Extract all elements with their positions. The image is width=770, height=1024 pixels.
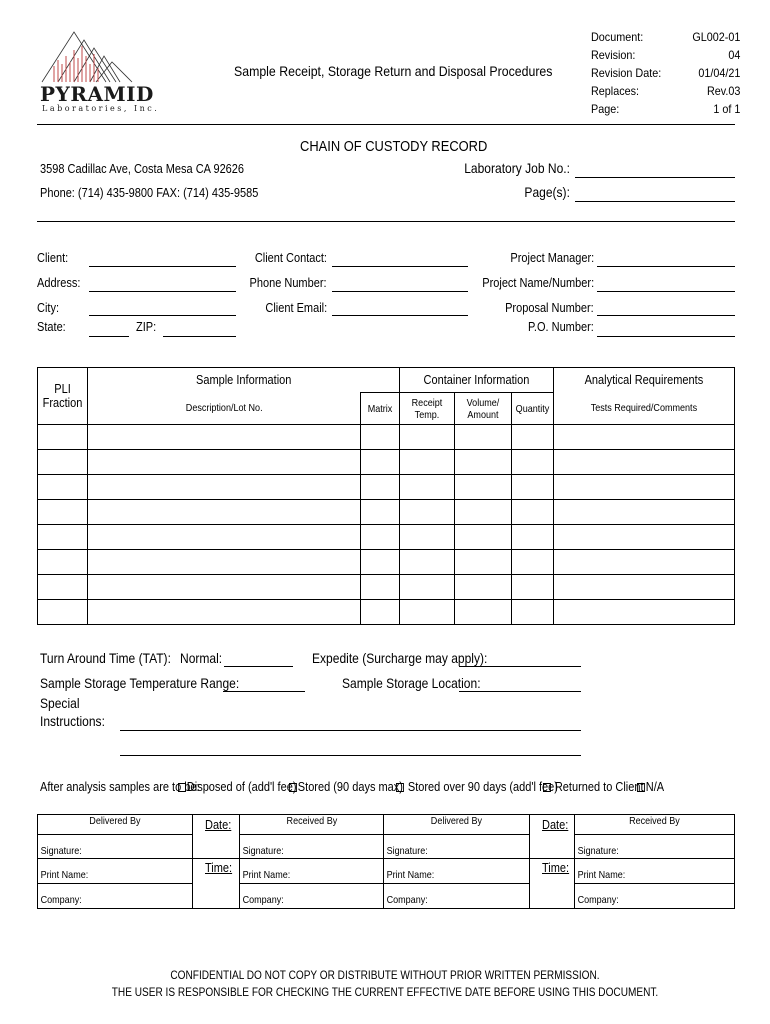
table-header-row xyxy=(38,368,735,393)
disposal-option-stored[interactable] xyxy=(289,780,403,794)
checkbox-returned[interactable] xyxy=(543,783,551,792)
normal-label: Normal: xyxy=(180,650,223,666)
date-label: Date: xyxy=(204,818,232,832)
pli-header-cell xyxy=(38,368,88,425)
table-cell[interactable] xyxy=(87,500,360,525)
table-cell[interactable] xyxy=(87,475,360,500)
company-label: Company: xyxy=(387,894,429,906)
date-time-cell-2[interactable] xyxy=(530,815,575,909)
date-time-divider xyxy=(193,858,239,859)
matrix-label: Matrix xyxy=(368,402,393,415)
received-by-header-2 xyxy=(575,815,735,835)
sample-info-header xyxy=(87,368,399,393)
time-label-2: Time: xyxy=(542,861,570,875)
phone-number-field[interactable] xyxy=(332,291,468,292)
tat-label: Turn Around Time (TAT): xyxy=(40,650,171,666)
signature-label: Signature: xyxy=(387,845,429,857)
table-cell[interactable] xyxy=(87,600,360,625)
storage-location-label: Sample Storage Location: xyxy=(342,675,481,691)
table-cell[interactable] xyxy=(554,500,735,525)
table-cell[interactable] xyxy=(554,525,735,550)
print-name-label: Print Name: xyxy=(577,869,626,881)
checkbox-stored-over[interactable] xyxy=(396,783,404,792)
phone-number-label: Phone Number: xyxy=(249,276,327,290)
table-cell[interactable] xyxy=(554,600,735,625)
table-cell[interactable] xyxy=(400,500,455,525)
doc-value: 1 of 1 xyxy=(712,102,740,116)
doc-value: 04 xyxy=(727,48,740,62)
pages-label: Page(s): xyxy=(524,184,570,200)
table-cell[interactable] xyxy=(554,450,735,475)
received-by-label-2: Received By xyxy=(629,815,680,827)
print-name-label: Print Name: xyxy=(387,869,435,881)
table-cell[interactable] xyxy=(361,425,400,450)
pyramid-logo-icon xyxy=(40,26,140,84)
checkbox-stored[interactable] xyxy=(289,783,297,792)
signature-cell[interactable] xyxy=(575,835,735,859)
table-cell[interactable] xyxy=(87,550,360,575)
doc-label: Replaces: xyxy=(591,84,640,98)
expedite-label: Expedite (Surcharge may apply): xyxy=(312,650,488,666)
state-field[interactable] xyxy=(89,336,129,337)
container-info-label: Container Information xyxy=(423,373,530,387)
table-cell[interactable] xyxy=(87,525,360,550)
sample-rows xyxy=(38,425,735,625)
proposal-number-label: Proposal Number: xyxy=(505,301,594,315)
table-cell[interactable] xyxy=(512,475,554,500)
zip-label: ZIP: xyxy=(136,320,157,334)
receipt-temp-header xyxy=(400,393,455,425)
special-label: Special xyxy=(40,695,80,711)
date-time-divider-2 xyxy=(530,858,574,859)
state-label: State: xyxy=(37,320,66,334)
table-cell[interactable] xyxy=(455,550,512,575)
print-name-cell[interactable] xyxy=(575,859,735,884)
lab-phone: Phone: (714) 435-9800 FAX: (714) 435-9585 xyxy=(40,186,259,200)
delivered-by-header-2 xyxy=(384,815,530,835)
temp-label: Temp. xyxy=(415,408,440,421)
company-label: Company: xyxy=(242,894,284,906)
print-name-label: Print Name: xyxy=(40,869,89,881)
table-cell[interactable] xyxy=(400,550,455,575)
table-cell[interactable] xyxy=(361,500,400,525)
instructions-field-1[interactable] xyxy=(120,730,581,731)
table-cell[interactable] xyxy=(512,450,554,475)
table-cell[interactable] xyxy=(512,575,554,600)
fraction-label: Fraction xyxy=(42,396,83,410)
company-cell[interactable] xyxy=(384,884,530,909)
analytical-label: Analytical Requirements xyxy=(584,373,704,388)
address-field[interactable] xyxy=(89,291,236,292)
lab-job-field[interactable] xyxy=(575,177,735,178)
lab-address: 3598 Cadillac Ave, Costa Mesa CA 92626 xyxy=(40,162,245,176)
returned-label: Returned to Client xyxy=(554,780,644,794)
checkbox-disposed[interactable] xyxy=(178,783,186,792)
table-cell[interactable] xyxy=(400,450,455,475)
table-cell[interactable] xyxy=(455,525,512,550)
table-cell[interactable] xyxy=(512,500,554,525)
doc-value: GL002-01 xyxy=(691,30,740,44)
time-label: Time: xyxy=(204,861,232,875)
table-cell[interactable] xyxy=(455,600,512,625)
print-name-cell[interactable] xyxy=(239,859,384,884)
logo-subtitle: Laboratories, Inc. xyxy=(42,104,160,113)
table-cell[interactable] xyxy=(455,475,512,500)
footer-confidential: CONFIDENTIAL DO NOT COPY OR DISTRIBUTE WITHOUT PRIOR WRITTEN PERMISSION. xyxy=(170,968,600,982)
table-cell[interactable] xyxy=(38,500,88,525)
tests-header xyxy=(554,393,735,425)
client-email-field[interactable] xyxy=(332,315,468,316)
table-cell[interactable] xyxy=(554,575,735,600)
city-label: City: xyxy=(37,301,59,315)
storage-temp-field[interactable] xyxy=(223,691,305,692)
city-field[interactable] xyxy=(89,315,236,316)
print-name-cell[interactable] xyxy=(38,859,193,884)
section-divider xyxy=(37,221,735,222)
signature-cell[interactable] xyxy=(384,835,530,859)
table-row xyxy=(38,525,735,550)
received-by-header xyxy=(239,815,384,835)
desc-header xyxy=(87,393,360,425)
stored-over-label: Stored over 90 days (add'l fee) xyxy=(407,780,558,794)
project-manager-field[interactable] xyxy=(597,266,735,267)
table-cell[interactable] xyxy=(400,475,455,500)
doc-value: Rev.03 xyxy=(706,84,740,98)
table-cell[interactable] xyxy=(455,425,512,450)
table-cell[interactable] xyxy=(361,450,400,475)
received-by-label: Received By xyxy=(286,815,337,827)
table-cell[interactable] xyxy=(512,425,554,450)
client-email-label: Client Email: xyxy=(265,301,327,315)
client-field[interactable] xyxy=(89,266,236,267)
pages-field[interactable] xyxy=(575,201,735,202)
doc-info-values xyxy=(692,28,740,118)
doc-info-labels xyxy=(591,28,661,118)
print-name-cell[interactable] xyxy=(384,859,530,884)
zip-field[interactable] xyxy=(163,336,236,337)
table-cell[interactable] xyxy=(361,475,400,500)
quantity-label: Quantity xyxy=(515,402,550,415)
quantity-header xyxy=(512,393,554,425)
table-subheader-row xyxy=(38,393,735,425)
table-cell[interactable] xyxy=(455,575,512,600)
proposal-number-field[interactable] xyxy=(597,315,735,316)
table-cell[interactable] xyxy=(400,525,455,550)
project-name-field[interactable] xyxy=(597,291,735,292)
table-row xyxy=(38,600,735,625)
table-cell[interactable] xyxy=(38,525,88,550)
doc-label: Document: xyxy=(591,30,644,44)
doc-value: 01/04/21 xyxy=(697,66,740,80)
table-cell[interactable] xyxy=(400,575,455,600)
table-cell[interactable] xyxy=(87,450,360,475)
client-contact-label: Client Contact: xyxy=(254,251,327,265)
signature-header-row xyxy=(38,815,735,835)
company-cell[interactable] xyxy=(575,884,735,909)
table-cell[interactable] xyxy=(38,475,88,500)
stored-label: Stored (90 days max) xyxy=(297,780,403,794)
signature-label: Signature: xyxy=(577,845,619,857)
table-cell[interactable] xyxy=(38,450,88,475)
tests-label: Tests Required/Comments xyxy=(590,402,698,415)
doc-label: Page: xyxy=(591,102,620,116)
delivered-by-label: Delivered By xyxy=(89,815,141,827)
container-info-header xyxy=(400,368,554,393)
analytical-header xyxy=(554,368,735,393)
client-contact-field[interactable] xyxy=(332,266,468,267)
disposal-prompt: After analysis samples are to be: xyxy=(40,780,200,794)
table-row xyxy=(38,550,735,575)
table-cell[interactable] xyxy=(361,550,400,575)
client-label: Client: xyxy=(37,251,69,265)
checkbox-na[interactable] xyxy=(637,783,645,792)
volume-header xyxy=(455,393,512,425)
table-cell[interactable] xyxy=(361,575,400,600)
disposal-option-disposed[interactable] xyxy=(178,780,297,794)
pli-label: PLI xyxy=(54,382,71,396)
table-cell[interactable] xyxy=(400,425,455,450)
table-cell[interactable] xyxy=(512,600,554,625)
po-number-label: P.O. Number: xyxy=(528,320,594,334)
na-label: N/A xyxy=(645,780,665,794)
footer-disclaimer: THE USER IS RESPONSIBLE FOR CHECKING THE CURRENT EFFECTIVE DATE BEFORE USING THIS DOCUMENT. xyxy=(111,985,659,999)
amount-label: Amount xyxy=(467,408,499,421)
table-row xyxy=(38,500,735,525)
delivered-by-header xyxy=(38,815,193,835)
table-cell[interactable] xyxy=(455,500,512,525)
instructions-label: Instructions: xyxy=(40,713,105,729)
company-label: Company: xyxy=(40,894,82,906)
desc-label: Description/Lot No. xyxy=(185,402,263,415)
signature-label: Signature: xyxy=(242,845,284,857)
table-cell[interactable] xyxy=(455,450,512,475)
storage-location-field[interactable] xyxy=(459,691,581,692)
table-cell[interactable] xyxy=(554,425,735,450)
table-cell[interactable] xyxy=(38,425,88,450)
table-cell[interactable] xyxy=(38,550,88,575)
sample-table xyxy=(37,367,735,625)
company-row xyxy=(38,884,735,909)
expedite-field[interactable] xyxy=(459,666,581,667)
sample-info-label: Sample Information xyxy=(195,373,292,387)
signature-table xyxy=(37,814,735,909)
address-label: Address: xyxy=(37,276,81,290)
lab-job-label: Laboratory Job No.: xyxy=(464,160,570,176)
company-cell[interactable] xyxy=(239,884,384,909)
company-cell[interactable] xyxy=(38,884,193,909)
table-cell[interactable] xyxy=(512,550,554,575)
signature-row xyxy=(38,835,735,859)
project-name-label: Project Name/Number: xyxy=(482,276,594,290)
table-cell[interactable] xyxy=(554,550,735,575)
table-row xyxy=(38,575,735,600)
disposed-label: Disposed of (add'l fee) xyxy=(186,780,297,794)
normal-field[interactable] xyxy=(224,666,293,667)
table-cell[interactable] xyxy=(87,575,360,600)
receipt-label: Receipt xyxy=(411,396,443,409)
doc-label: Revision Date: xyxy=(591,66,662,80)
po-number-field[interactable] xyxy=(597,336,735,337)
table-cell[interactable] xyxy=(38,575,88,600)
table-cell[interactable] xyxy=(38,600,88,625)
table-row xyxy=(38,425,735,450)
signature-cell[interactable] xyxy=(239,835,384,859)
table-row xyxy=(38,450,735,475)
table-cell[interactable] xyxy=(512,525,554,550)
company-label: Company: xyxy=(577,894,619,906)
table-cell[interactable] xyxy=(400,600,455,625)
disposal-option-returned[interactable] xyxy=(543,780,644,794)
disposal-option-na[interactable] xyxy=(637,780,664,794)
instructions-field-2[interactable] xyxy=(120,755,581,756)
date-label-2: Date: xyxy=(542,818,569,832)
table-row xyxy=(38,475,735,500)
date-time-cell[interactable] xyxy=(192,815,239,909)
print-name-row xyxy=(38,859,735,884)
signature-cell[interactable] xyxy=(38,835,193,859)
form-title: CHAIN OF CUSTODY RECORD xyxy=(300,138,488,155)
logo-wordmark: PYRAMID xyxy=(40,82,154,106)
project-manager-label: Project Manager: xyxy=(510,251,594,265)
table-cell[interactable] xyxy=(87,425,360,450)
print-name-label: Print Name: xyxy=(242,869,290,881)
signature-label: Signature: xyxy=(40,845,82,857)
header-divider xyxy=(37,124,735,125)
table-cell[interactable] xyxy=(361,525,400,550)
matrix-header xyxy=(361,393,400,425)
disposal-option-stored-over[interactable] xyxy=(396,780,558,794)
storage-temp-label: Sample Storage Temperature Range: xyxy=(40,675,240,691)
volume-label: Volume/ xyxy=(466,396,500,409)
document-title: Sample Receipt, Storage Return and Disposal Procedures xyxy=(234,63,553,79)
delivered-by-label-2: Delivered By xyxy=(431,815,483,827)
table-cell[interactable] xyxy=(554,475,735,500)
table-cell[interactable] xyxy=(361,600,400,625)
doc-label: Revision: xyxy=(591,48,636,62)
